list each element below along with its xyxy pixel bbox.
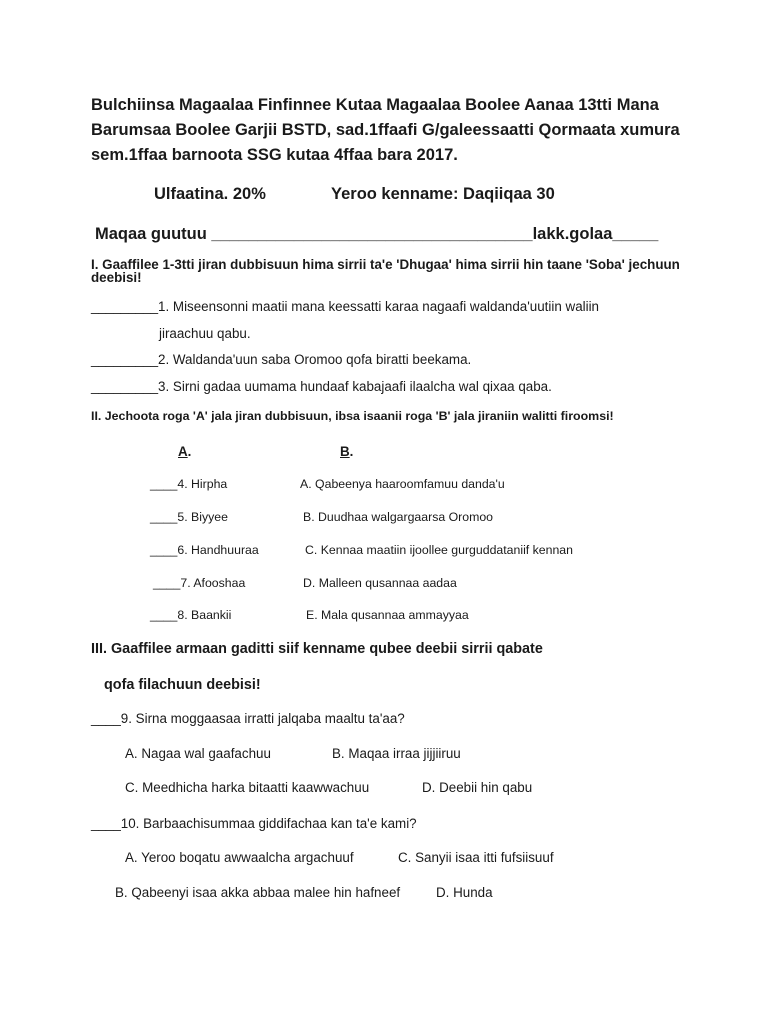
section-1-title: I. Gaaffilee 1-3tti jiran dubbisuun hima sirrii ta'e 'Dhugaa' hima sirrii hin taane 'Soba' jechuun [91,257,680,272]
question-9-option-a: A. Nagaa wal gaafachuu [125,746,271,761]
column-a-heading: A. [178,444,192,459]
header-line-2: Barumsaa Boolee Garjii BSTD, sad.1ffaafi G/galeessaatti Qormaata xumura [91,121,680,139]
match-option-c: C. Kennaa maatiin ijoollee gurguddataniif kennan [305,543,573,557]
header-line-3: sem.1ffaa barnoota SSG kutaa 4ffaa bara 2017. [91,146,458,164]
match-item-4: ____4. Hirpha [150,477,228,491]
match-item-8: ____8. Baankii [150,608,232,622]
section-3-title: III. Gaaffilee armaan gaditti siif kenname qubee deebii sirrii qabate [91,641,543,657]
section-2-title: II. Jechoota roga 'A' jala jiran dubbisuun, ibsa isaanii roga 'B' jala jiraniin walitti firoomsi! [91,409,614,423]
question-10-option-d: D. Hunda [436,885,493,900]
match-option-a: A. Qabeenya haaroomfamuu danda'u [300,477,505,491]
match-item-7: ____7. Afooshaa [153,576,246,590]
column-b-heading: B. [340,444,354,459]
question-1-cont: jiraachuu qabu. [159,326,251,341]
header-line-1: Bulchiinsa Magaalaa Finfinnee Kutaa Magaalaa Boolee Aanaa 13tti Mana [91,96,659,114]
section-1-title-cont: deebisi! [91,270,142,285]
match-option-e: E. Mala qusannaa ammayyaa [306,608,469,622]
question-3: _________3. Sirni gadaa uumama hundaaf kabajaafi ilaalcha wal qixaa qaba. [91,379,552,394]
match-option-d: D. Malleen qusannaa aadaa [303,576,457,590]
question-10-option-a: A. Yeroo boqatu awwaalcha argachuuf [125,850,354,865]
question-1: _________1. Miseensonni maatii mana keessatti karaa nagaafi waldanda'uutiin waliin [91,299,600,314]
question-10: ____10. Barbaachisummaa giddifachaa kan ta'e kami? [91,816,417,831]
student-name-line: Maqaa guutuu ___________________________________lakk.golaa_____ [95,225,659,243]
question-10-option-c: C. Sanyii isaa itti fufsiisuuf [398,850,554,865]
question-10-option-b: B. Qabeenyi isaa akka abbaa malee hin hafneef [115,885,401,900]
question-2: _________2. Waldanda'uun saba Oromoo qofa biratti beekama. [91,352,472,367]
question-9: ____9. Sirna moggaasaa irratti jalqaba maaltu ta'aa? [91,711,405,726]
section-3-title-cont: qofa filachuun deebisi! [104,677,261,693]
question-9-option-d: D. Deebii hin qabu [422,780,533,795]
match-item-6: ____6. Handhuuraa [150,543,259,557]
question-9-option-c: C. Meedhicha harka bitaatti kaawwachuu [125,780,370,795]
question-9-option-b: B. Maqaa irraa jijjiiruu [332,746,461,761]
match-item-5: ____5. Biyyee [150,510,228,524]
exam-time: Yeroo kenname: Daqiiqaa 30 [331,185,555,203]
match-option-b: B. Duudhaa walgargaarsa Oromoo [303,510,494,524]
exam-weight: Ulfaatina. 20% [154,185,266,203]
